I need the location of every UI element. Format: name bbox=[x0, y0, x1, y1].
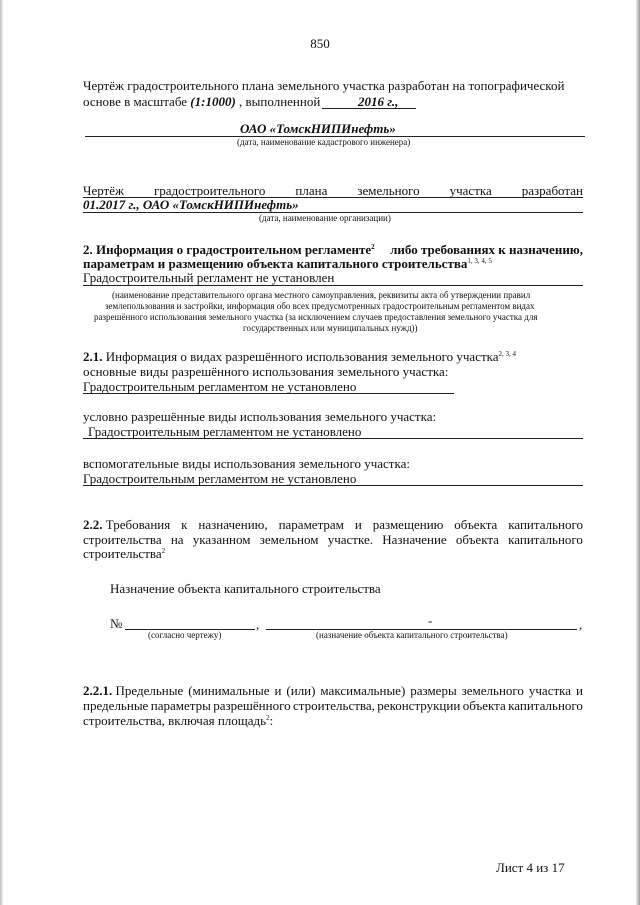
surveyor-org: ОАО «ТомскНИПИнефть» bbox=[240, 121, 396, 136]
scale-prefix: основе в масштабе bbox=[83, 94, 188, 109]
word: земельного bbox=[357, 183, 420, 198]
word: градостроительного bbox=[153, 183, 266, 198]
survey-year-underline bbox=[322, 108, 416, 109]
auxiliary-uses-underline bbox=[83, 485, 583, 486]
conditional-uses-value: Градостроительным регламентом не установлено bbox=[88, 424, 362, 439]
word: Чертёж bbox=[83, 183, 124, 198]
conditional-uses-label: условно разрешённые виды использования земельного участка: bbox=[83, 409, 437, 424]
scale-suffix: , выполненной bbox=[239, 94, 321, 109]
regulation-value: Градостроительный регламент не установлен bbox=[83, 270, 335, 285]
sheet-number: Лист 4 из 17 bbox=[496, 860, 565, 875]
comma-1: , bbox=[256, 617, 260, 632]
main-uses-value: Градостроительным регламентом не установлено bbox=[83, 379, 357, 394]
word: плана bbox=[295, 183, 328, 198]
drawing-developed-line bbox=[83, 183, 583, 198]
conditional-uses-underline bbox=[83, 438, 583, 439]
scan-edge-left bbox=[0, 0, 3, 905]
regulation-underline bbox=[83, 285, 583, 286]
purpose-label: Назначение объекта капитального строительства bbox=[110, 581, 381, 596]
section-2-2-line1: 2.2. Требования к назначению, параметрам и размещению объекта капитального bbox=[83, 517, 583, 532]
section-2-heading-tail: либо требованиях к назначению, bbox=[390, 242, 583, 257]
section-2-2-1-line3: строительства, включая площадь$^2$: bbox=[83, 713, 274, 728]
section-2-1-heading: 2.1. Информация о видах разрешённого использования земельного участка$^{2, 3, 4}$ bbox=[83, 349, 517, 364]
main-uses-label: основные виды разрешённого использования земельного участка: bbox=[83, 364, 449, 379]
word: разработан bbox=[521, 183, 583, 198]
purpose-dash: - bbox=[428, 613, 433, 628]
developer-caption: (дата, наименование организации) bbox=[259, 213, 391, 223]
surveyor-caption: (дата, наименование кадастрового инженера) bbox=[237, 137, 411, 147]
section-2-2-line2: строительства на указанном земельном участке. Назначение объекта капитального bbox=[83, 532, 583, 547]
section-2-2-1-line1: 2.2.1. Предельные (минимальные и (или) максимальные) размеры земельного участка и bbox=[83, 683, 583, 698]
drawing-info-line2 bbox=[83, 94, 320, 109]
number-sign: № bbox=[110, 616, 123, 631]
regulation-caption-4: государственных или муниципальных нужд)) bbox=[243, 323, 418, 333]
purpose-caption: (назначение объекта капитального строительства) bbox=[316, 630, 508, 640]
main-uses-underline bbox=[83, 393, 454, 394]
drawing-number-caption: (согласно чертежу) bbox=[148, 630, 222, 640]
page-number: 850 bbox=[310, 36, 330, 51]
drawing-info-line1: Чертёж градостроительного плана земельного участка разработан на топографической bbox=[83, 78, 565, 93]
scan-edge-right bbox=[636, 0, 640, 905]
comma-2: , bbox=[579, 617, 583, 632]
word: участка bbox=[449, 183, 492, 198]
section-2-heading: 2. Информация о градостроительном регламенте$^2$ bbox=[83, 242, 375, 257]
section-2-2-number: 2.2. bbox=[83, 517, 103, 532]
scale-value: (1:1000) bbox=[190, 94, 236, 109]
regulation-caption-2: землепользования и застройки, информация обо всех предусмотренных градостроительным регламентом видах bbox=[105, 301, 535, 311]
survey-year: 2016 г., bbox=[358, 94, 399, 109]
section-2-2-line3: строительства$^2$ bbox=[83, 546, 166, 561]
developer-date-org: 01.2017 г., ОАО «ТомскНИПИнефть» bbox=[83, 197, 299, 212]
regulation-caption-3: разрешённого использования земельного участка (за исключением случаев предоставления земельного участка для bbox=[94, 312, 538, 322]
regulation-caption-1: (наименование представительного органа местного самоуправления, реквизиты акта об утверждении правил bbox=[112, 290, 531, 300]
section-2-heading-line1 bbox=[83, 242, 583, 257]
section-2-2-1-number: 2.2.1. bbox=[83, 683, 113, 698]
section-2-heading-line2: параметрам и размещению объекта капитального строительства$^{1, 3, 4, 5}$ bbox=[83, 256, 492, 271]
section-2-2-1-line2: предельные параметры разрешённого строительства, реконструкции объекта капитального bbox=[83, 698, 583, 713]
auxiliary-uses-label: вспомогательные виды использования земельного участка: bbox=[83, 456, 410, 471]
auxiliary-uses-value: Градостроительным регламентом не установлено bbox=[83, 471, 357, 486]
